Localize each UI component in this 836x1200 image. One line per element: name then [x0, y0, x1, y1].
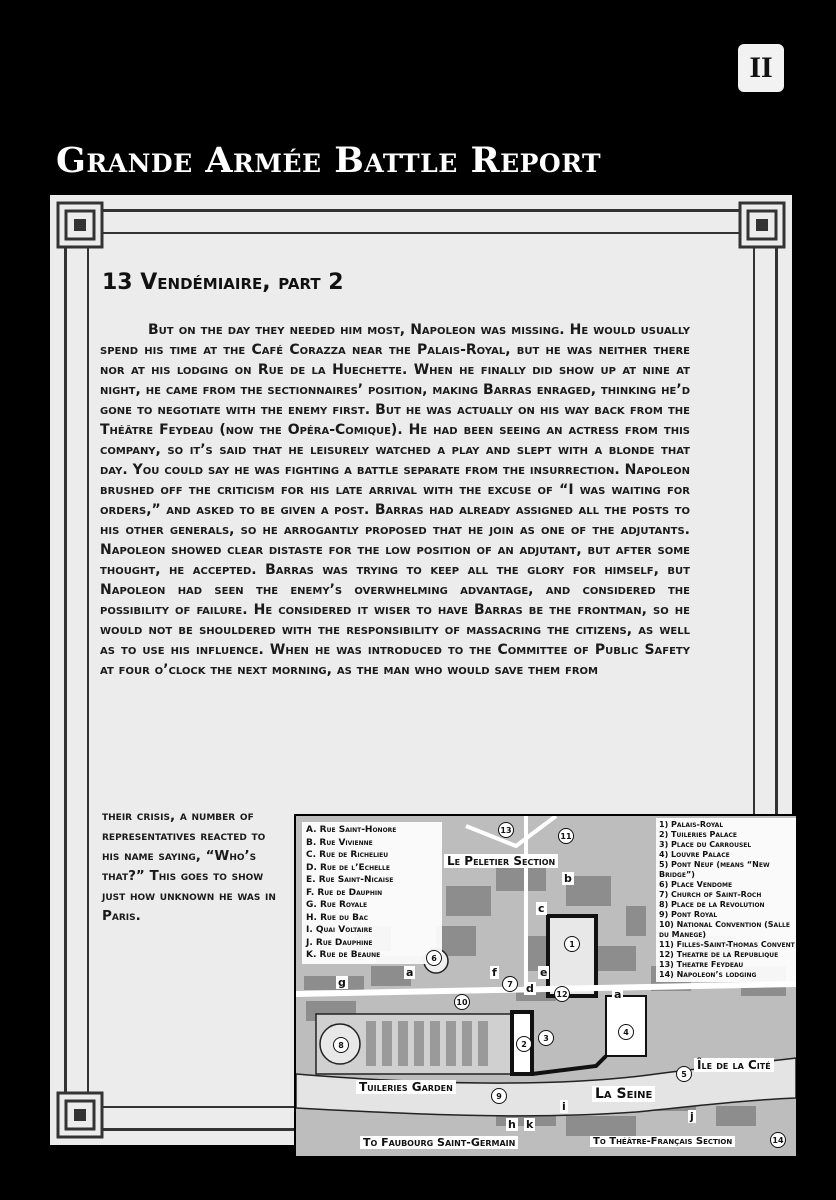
map-letter-h: h — [508, 1118, 516, 1131]
place-legend-item: 9) Pont Royal — [659, 910, 718, 919]
map-marker-13: 13 — [498, 822, 514, 838]
place-legend-item: 14) Napoleon’s lodging — [659, 970, 757, 979]
map-label-faubourg: To Faubourg Saint-Germain — [360, 1136, 518, 1149]
map-marker-1: 1 — [564, 936, 580, 952]
map-label-tuileries-garden: Tuileries Garden — [356, 1080, 456, 1094]
map-marker-12: 12 — [554, 986, 570, 1002]
place-legend-item: 5) Pont Neuf (means “New Bridge”) — [659, 860, 770, 879]
street-legend-item: B. Rue Vivienne — [306, 837, 373, 848]
map-label-seine: La Seine — [592, 1086, 655, 1102]
map-marker-10: 10 — [454, 994, 470, 1010]
article-body: But on the day they needed him most, Napoleon was missing. He would usually spend his time at the Café Corazza near the Palais-Royal, but he was neither there nor at his lodging on Rue de la Huechette. When he finally did show up at nine at night, he came from the sectionnaires’ position, making Barras enraged, thinking he’d gone to negotiate with the enemy first. But he was actually on his way back from the Théâtre Feydeau (now the Opéra-Comique). He had been seeing an actress from this company, so it’s said that he leisurely watched a play and slept with a blonde that day. You could say he was fighting a battle separate from the insurrection. Napoleon brushed off the criticism for his late arrival with the excuse of “I was waiting for orders,” and asked to be given a post. Barras had already assigned all the posts to his other generals, so he arrogantly proposed that he join as one of the adjutants. Napoleon showed clear distaste for the low position of an adjutant, but after some thought, he accepted. Barras was trying to keep all the glory for himself, but Napoleon had seen the enemy’s overwhelming advantage, and considered the possibility of failure. He considered it wiser to have Barras be the frontman, so he would not be shouldered with the responsibility of massacring the citizens, as well as to use his influence. When he was introduced to the Committee of Public Safety at four o’clock the next morning, as the man who would save them from — [100, 322, 691, 678]
place-legend-item: 6) Place Vendome — [659, 880, 733, 889]
place-legend-item: 13) Theatre Feydeau — [659, 960, 744, 969]
map-marker-7: 7 — [502, 976, 518, 992]
map-label-peletier-section: Le Peletier Section — [444, 854, 558, 868]
street-legend-item: F. Rue de Dauphin — [306, 887, 383, 898]
street-legend-item: K. Rue de Beaune — [306, 950, 381, 960]
map-marker-4: 4 — [618, 1024, 634, 1040]
map-letter-b: b — [564, 872, 572, 885]
map-letter-e: e — [540, 966, 548, 979]
corner-ornament-icon — [56, 1091, 104, 1139]
map-letter-f: f — [492, 966, 497, 979]
place-legend-item: 12) Theatre de la Republique — [659, 950, 779, 959]
map-marker-6: 6 — [426, 950, 442, 966]
corner-ornament-icon — [56, 201, 104, 249]
place-legend-item: 4) Louvre Palace — [659, 850, 730, 859]
article-continuation: their crisis, a number of representatives reacted to his name saying, “Who’s that?” This goes to show just how unknown he was in Paris. — [102, 808, 276, 924]
map-letter-a: a — [614, 988, 622, 1001]
paris-map — [294, 814, 798, 1158]
map-marker-9: 9 — [491, 1088, 507, 1104]
map-label-theatre-francais: To Théâtre-Français Section — [590, 1136, 735, 1147]
places-legend — [656, 818, 798, 982]
map-marker-3: 3 — [538, 1030, 554, 1046]
map-letter-k: k — [526, 1118, 534, 1131]
section-title: 13 Vendémiaire, part 2 — [102, 270, 344, 295]
place-legend-item: 10) National Convention (Salle du Manege) — [659, 920, 790, 939]
street-legend-item: C. Rue de Richelieu — [306, 850, 389, 860]
map-letter-a: a — [406, 966, 414, 979]
map-marker-5: 5 — [676, 1066, 692, 1082]
street-legend-item: G. Rue Royale — [306, 900, 368, 910]
street-legend-item: D. Rue de l’Echelle — [306, 862, 390, 873]
place-legend-item: 7) Church of Saint-Roch — [659, 890, 762, 899]
street-legend-item: A. Rue Saint-Honore — [306, 825, 397, 835]
map-marker-2: 2 — [516, 1036, 532, 1052]
street-legend-item: J. Rue Dauphine — [306, 937, 373, 948]
map-letter-g: g — [338, 976, 346, 989]
map-letter-i: i — [562, 1100, 566, 1113]
place-legend-item: 8) Place de la Revolution — [659, 900, 765, 909]
place-legend-item: 11) Filles-Saint-Thomas Convent — [659, 940, 795, 949]
map-marker-11: 11 — [558, 828, 574, 844]
place-legend-item: 2) Tuileries Palace — [659, 830, 738, 839]
place-legend-item: 1) Palais-Royal — [659, 820, 724, 829]
map-letter-d: d — [526, 982, 534, 995]
map-letter-c: c — [538, 902, 545, 915]
street-legend-item: E. Rue Saint-Nicaise — [306, 875, 394, 885]
map-letter-j: j — [690, 1110, 694, 1123]
map-marker-8: 8 — [333, 1037, 349, 1053]
page-title: Grande Armée Battle Report — [56, 140, 602, 181]
street-legend-item: I. Quai Voltaire — [306, 925, 373, 935]
map-marker-14: 14 — [770, 1132, 786, 1148]
chapter-tab: II — [738, 44, 784, 92]
street-legend-item: H. Rue du Bac — [306, 912, 369, 923]
street-legend — [302, 822, 442, 964]
corner-ornament-icon — [738, 201, 786, 249]
place-legend-item: 3) Place du Carrousel — [659, 840, 752, 849]
map-label-ile-de-la-cite: Île de la Cité — [694, 1058, 774, 1072]
